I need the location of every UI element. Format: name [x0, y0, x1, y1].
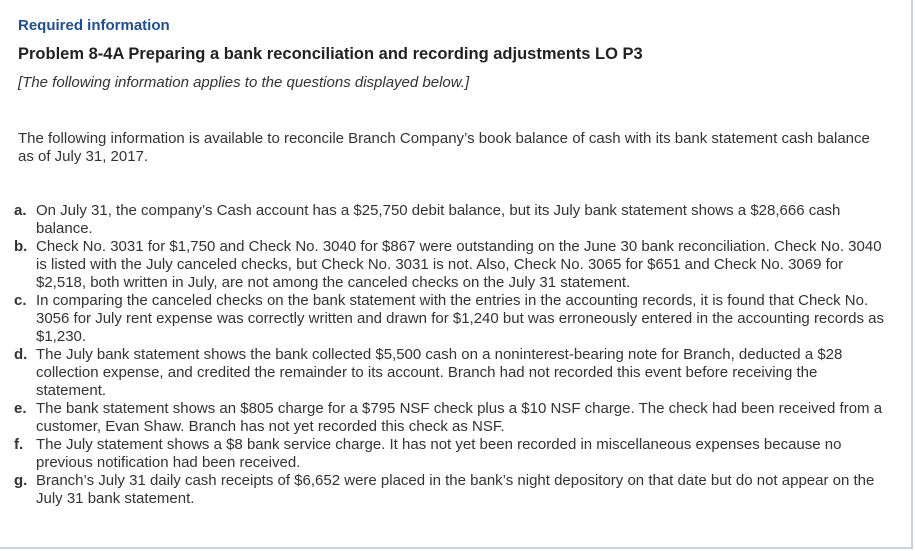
list-item — [14, 202, 884, 238]
list-item — [14, 400, 884, 436]
problem-title: Problem 8-4A Preparing a bank reconciliation and recording adjustments LO P3 — [18, 45, 643, 63]
item-text: Check No. 3031 for $1,750 and Check No. 3040 for $867 were outstanding on the June 30 bank reconciliation. Check No. 3040 is listed with the July canceled checks, but Check No. 3031 is not. Also, Check No. 3065 for $651 and Check No. 3069 for $2,518, both written in July, are not among the canceled checks on the July 31 statement. — [36, 238, 882, 291]
item-text: The July bank statement shows the bank collected $5,500 cash on a noninterest-bearing note for Branch, deducted a $28 collection expense, and credited the remainder to its account. Branch had not recorded this event before receiving the statement. — [36, 346, 843, 399]
list-item — [14, 472, 884, 508]
list-item — [14, 292, 884, 346]
list-item — [14, 436, 884, 472]
item-letter: d. — [14, 346, 28, 363]
item-letter: e. — [14, 400, 27, 417]
item-text: On July 31, the company’s Cash account has a $25,750 debit balance, but its July bank statement shows a $28,666 cash balance. — [36, 202, 841, 237]
item-letter: b. — [14, 238, 28, 255]
item-text: The bank statement shows an $805 charge for a $795 NSF check plus a $10 NSF charge. The check had been received from a customer, Evan Shaw. Branch has not yet recorded this check as NSF. — [36, 400, 883, 435]
item-letter: c. — [14, 292, 27, 309]
list-item — [14, 346, 884, 400]
item-text: The July statement shows a $8 bank service charge. It has not yet been recorded in miscellaneous expenses because no previous notification had been received. — [36, 436, 842, 471]
applies-note: [The following information applies to the questions displayed below.] — [18, 74, 470, 91]
required-information-heading: Required information — [18, 17, 170, 34]
item-letter: g. — [14, 472, 28, 489]
item-text: In comparing the canceled checks on the bank statement with the entries in the accounting records, it is found that Check No. 3056 for July rent expense was correctly written and drawn for $1,240 but was erroneously entered in the accounting records as $1,230. — [36, 292, 884, 345]
item-letter: a. — [14, 202, 27, 219]
list-item — [14, 238, 884, 292]
intro-paragraph: The following information is available to reconcile Branch Company’s book balance of cash with its bank statement cash balance as of July 31, 2017. — [18, 130, 870, 165]
item-text: Branch’s July 31 daily cash receipts of $6,652 were placed in the bank’s night depository on that date but do not appear on the July 31 bank statement. — [36, 472, 875, 507]
item-letter: f. — [14, 436, 24, 453]
information-list — [14, 202, 884, 508]
